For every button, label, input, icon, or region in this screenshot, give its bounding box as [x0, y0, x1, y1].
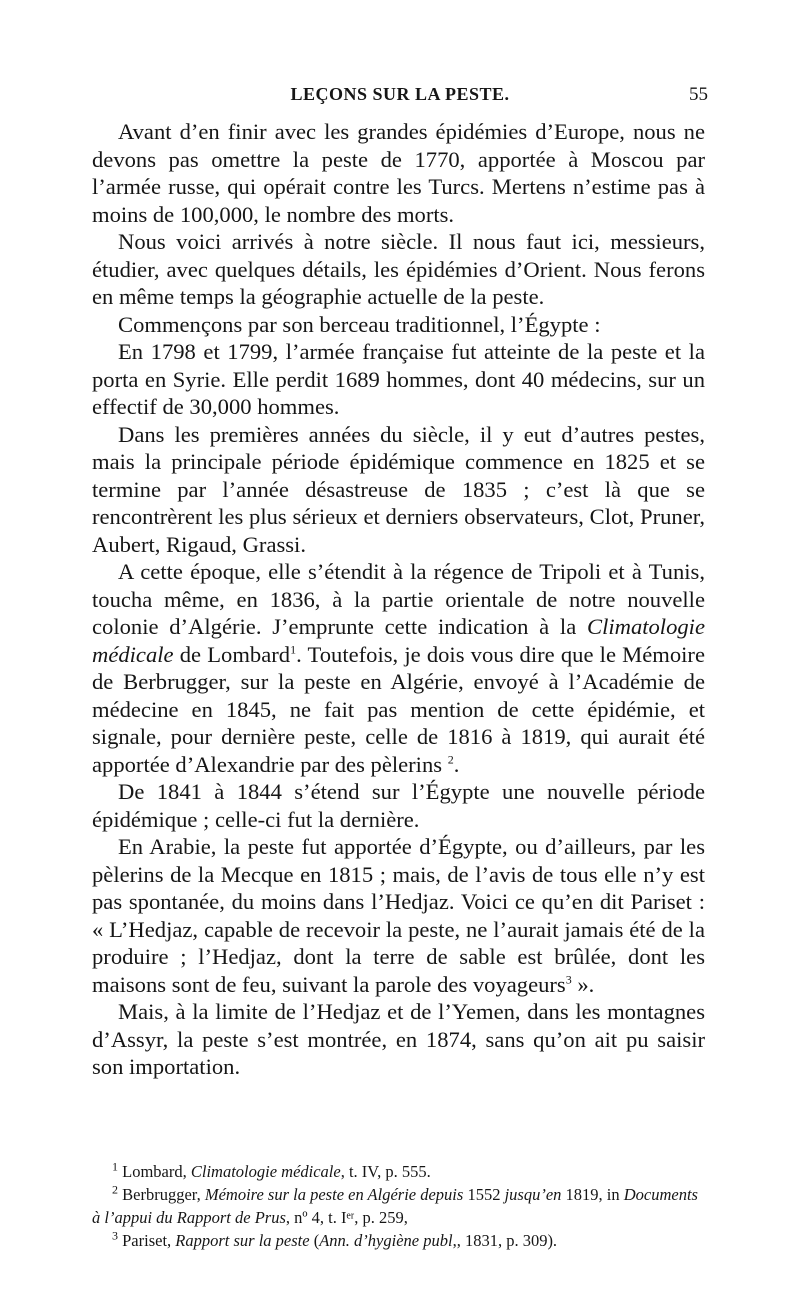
footnotes	[92, 1160, 705, 1252]
text-segment: Mais, à la limite de l’Hedjaz et de l’Yemen, dans les montagnes d’Assyr, la peste s’est montrée, en 1874, sans qu’on ait pu saisir son importation.	[92, 999, 705, 1079]
footnote-ref: 2	[447, 751, 454, 766]
footnote	[92, 1229, 705, 1252]
paragraph	[92, 118, 705, 228]
paragraph	[92, 833, 705, 998]
text-segment: Avant d’en finir avec les grandes épidémies d’Europe, nous ne devons pas omettre la peste de 1770, apportée à Moscou par l’armée russe, qui opérait contre les Turcs. Mertens n’estime pas à moins de 100,000, le nombre des morts.	[92, 119, 705, 227]
text-segment: Dans les premières années du siècle, il y eut d’autres pestes, mais la principale période épidémique commence en 1825 et se termine par l’année désastreuse de 1835 ; c’est là que se rencontrèrent les plus sérieux et derniers observateurs, Clot, Pruner, Aubert, Rigaud, Grassi.	[92, 421, 705, 557]
text-segment: ».	[571, 971, 595, 997]
text-segment: .	[453, 751, 460, 777]
italic-text: Mémoire sur la peste en Algérie depuis	[204, 1185, 464, 1204]
italic-text: Ann. d’hygiène publ	[319, 1231, 453, 1250]
text-segment: ,, 1831, p. 309).	[452, 1231, 558, 1250]
italic-text: jusqu’en	[504, 1185, 562, 1204]
paragraph	[92, 311, 705, 339]
text-segment: De 1841 à 1844 s’étend sur l’Égypte une nouvelle période épidémique ; celle-ci fut la dernière.	[92, 779, 705, 832]
main-text	[92, 118, 705, 1081]
text-segment: de Lombard	[173, 641, 291, 667]
text-segment: . Toutefois, je dois vous dire que le Mémoire de Berbrugger, sur la peste en Algérie, envoyé à l’Académie de médecine en 1845, ne fait pas mention de cette épidémie, et signale, pour dernière peste, celle de 1816 à 1819, qui aurait été apportée d’Alexandrie par des pèlerins	[92, 641, 705, 777]
italic-text: Climatologie médicale	[92, 614, 705, 667]
text-segment: Nous voici arrivés à notre siècle. Il nous faut ici, messieurs, étudier, avec quelques détails, les épidémies d’Orient. Nous ferons en même temps la géographie actuelle de la peste.	[92, 229, 705, 309]
paragraph	[92, 558, 705, 778]
footnote-ref: 3	[112, 1228, 118, 1243]
text-segment: , t. IV, p. 555.	[340, 1162, 431, 1181]
italic-text: Climatologie médicale	[190, 1162, 341, 1181]
text-segment: , nº 4, t. Iᵉʳ, p. 259,	[285, 1208, 408, 1227]
text-segment: 1819, in	[561, 1185, 624, 1204]
text-segment: Berbrugger,	[118, 1185, 205, 1204]
paragraph	[92, 421, 705, 559]
paragraph	[92, 778, 705, 833]
text-segment: 1552	[463, 1185, 505, 1204]
paragraph	[92, 228, 705, 311]
page-header	[0, 84, 800, 114]
italic-text: Documents à l’appui du Rapport de Prus	[92, 1185, 698, 1227]
footnote	[92, 1160, 705, 1183]
text-segment: En 1798 et 1799, l’armée française fut atteinte de la peste et la porta en Syrie. Elle perdit 1689 hommes, dont 40 médecins, sur un effectif de 30,000 hommes.	[92, 339, 705, 419]
footnote-ref: 1	[290, 641, 297, 656]
italic-text: Rapport sur la peste	[175, 1231, 310, 1250]
text-segment: Commençons par son berceau traditionnel, l’Égypte :	[118, 311, 601, 337]
page-number: 55	[689, 84, 708, 105]
text-segment: En Arabie, la peste fut apportée d’Égypte, ou d’ailleurs, par les pèlerins de la Mecque en 1815 ; mais, de l’avis de tous elle n’y est pas spontanée, du moins dans l’Hedjaz. Voici ce qu’en dit Pariset : « L’Hedjaz, capable de recevoir la peste, ne l’aurait jamais été de la produire ; l’Hedjaz, dont la terre de sable est brûlée, dont les maisons sont de feu, suivant la parole des voyageurs	[92, 834, 705, 997]
footnote-ref: 3	[565, 971, 572, 986]
text-segment: A cette époque, elle s’étendit à la régence de Tripoli et à Tunis, toucha même, en 1836, à la partie orientale de notre nouvelle colonie d’Algérie. J’emprunte cette indication à la	[92, 559, 705, 639]
text-segment: Lombard,	[118, 1162, 191, 1181]
text-segment: (	[309, 1231, 320, 1250]
footnote-ref: 1	[112, 1159, 118, 1174]
text-segment: Pariset,	[118, 1231, 176, 1250]
paragraph	[92, 338, 705, 421]
footnote	[92, 1183, 705, 1229]
footnote-ref: 2	[112, 1182, 118, 1197]
paragraph	[92, 998, 705, 1081]
running-title: LEÇONS SUR LA PESTE.	[290, 84, 510, 104]
